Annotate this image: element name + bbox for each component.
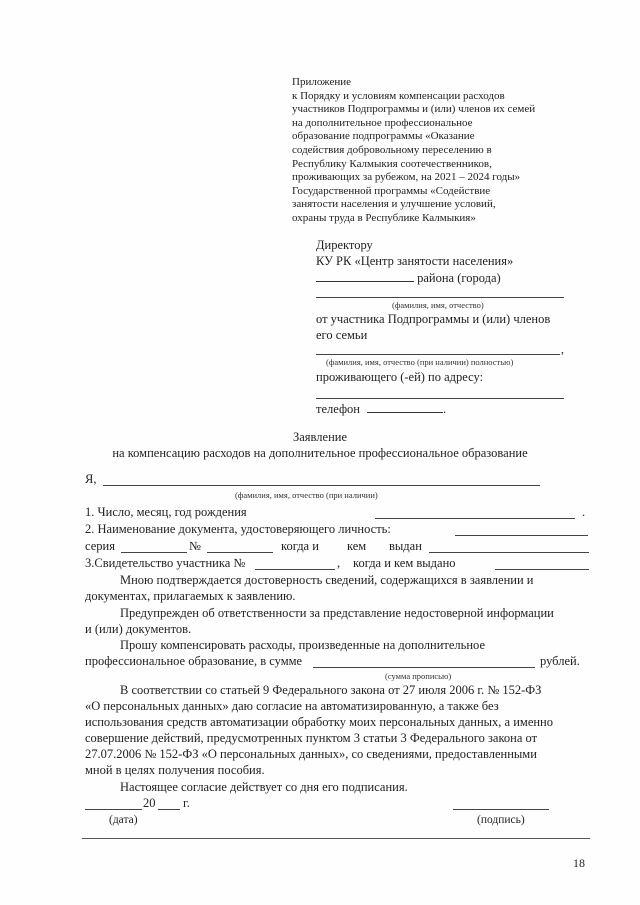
item2-document: 2. Наименование документа, удостоверяющего личность: [85,522,391,536]
appendix-line: охраны труда в Республике Калмыкия» [292,211,476,224]
appendix-line: содействия добровольному переселению в [292,143,492,156]
phone-row: телефон . [316,402,447,416]
comma: , [561,342,564,356]
sum-caption: (сумма прописью) [385,671,452,681]
consent-line4: совершение действий, предусмотренных пунктом 3 статьи 3 Федерального закона от [85,731,538,745]
comma: , [337,556,341,570]
year-prefix: 20 [143,796,156,810]
ya-label: Я, [85,472,97,486]
appendix-line: проживающих за рубежом, на 2021 – 2024 годы» [292,171,521,184]
appendix-line: Государственной программы «Содействие [292,184,491,197]
item1-period: . [582,505,586,519]
addressee-organization: КУ РК «Центр занятости населения» [316,254,514,268]
year-blank[interactable] [158,809,180,810]
district-blank[interactable] [316,270,414,282]
rubles-label: рублей. [540,654,580,668]
series-blank[interactable] [121,552,187,553]
signature-caption: (подпись) [477,814,525,826]
addressee-district-row [316,270,501,286]
number-blank[interactable] [207,552,273,553]
warn-line2: и (или) документов. [85,622,192,636]
valid-line: Настоящее согласие действует со дня его подписания. [120,780,408,794]
phone-label: телефон [316,402,360,416]
statement-subtitle: на компенсацию расходов на дополнительное профессиональное образование [112,446,528,460]
appendix-line: Приложение [292,76,352,88]
series-label: серия [85,539,115,553]
issued-label: выдан [389,539,422,553]
appendix-line: к Порядку и условиям компенсации расходов [292,89,505,102]
consent-line5: 27.07.2006 № 152-ФЗ «О персональных данных», со сведениями, предоставленными [85,747,537,761]
from-participant-line1: от участника Подпрограммы и (или) членов [316,312,551,326]
item3-when-issued: когда и кем выдано [353,556,456,570]
phone-blank[interactable] [367,401,443,413]
applicant-name-blank[interactable] [316,354,560,355]
residing-label: проживающего (-ей) по адресу: [316,370,484,384]
request-line1: Прошу компенсировать расходы, произведенные на дополнительное [120,638,485,652]
consent-line2: «О персональных данных» даю согласие на автоматизированную, а также без [85,699,499,713]
appendix-line: на дополнительное профессиональное [292,116,473,129]
page-number: 18 [573,856,585,870]
certificate-number-blank[interactable] [255,569,335,570]
director-fio-caption: (фамилия, имя, отчество) [392,300,484,310]
when-issued-label: когда и [281,539,319,553]
district-label: района (города) [417,271,501,285]
confirm-line2: документах, прилагаемых к заявлению. [85,589,296,603]
statement-title: Заявление [292,430,347,444]
from-participant-line2: его семьи [316,328,368,342]
item3-certificate: 3.Свидетельство участника № [85,556,246,570]
number-label: № [189,539,201,553]
issued-by-blank[interactable] [429,552,589,553]
sum-blank[interactable] [313,667,535,668]
footer-separator [82,838,590,839]
certificate-issued-blank[interactable] [495,569,589,570]
signature-blank[interactable] [453,809,549,810]
appendix-block [292,76,535,226]
appendix-line: образование подпрограммы «Оказание [292,130,475,143]
applicant-fio-caption: (фамилия, имя, отчество (при наличии) полностью) [326,357,514,367]
year-suffix: г. [183,796,190,810]
consent-line3: использования средств автоматизации обработку моих персональных данных, а именно [85,715,553,729]
appendix-line: занятости населения и улучшение условий, [292,198,496,211]
consent-line6: мной в целях получения пособия. [85,763,265,777]
director-name-blank[interactable] [316,297,564,298]
addressee-director: Директору [316,238,373,252]
consent-line1: В соответствии со статьей 9 Федерального закона от 27 июля 2006 г. № 152-ФЗ [120,683,542,697]
request-line2: профессиональное образование, в сумме [85,654,303,668]
form-body [85,472,590,872]
address-blank[interactable] [316,398,564,399]
date-caption: (дата) [109,814,138,826]
item1-birthdate: 1. Число, месяц, год рождения [85,505,247,519]
birthdate-blank[interactable] [375,518,575,519]
by-whom-label: кем [347,539,367,553]
confirm-line1: Мною подтверждается достоверность сведений, содержащихся в заявлении и [120,573,534,587]
appendix-line: участников Подпрограммы и (или) членов их семей [292,103,536,116]
appendix-line: Республику Калмыкия соотечественников, [292,157,492,170]
document-name-blank[interactable] [455,535,588,536]
warn-line1: Предупрежден об ответственности за представление недостоверной информации [120,606,554,620]
fullname-caption: (фамилия, имя, отчество (при наличии) [235,490,378,500]
date-blank[interactable] [85,809,142,810]
fullname-blank[interactable] [103,485,540,486]
